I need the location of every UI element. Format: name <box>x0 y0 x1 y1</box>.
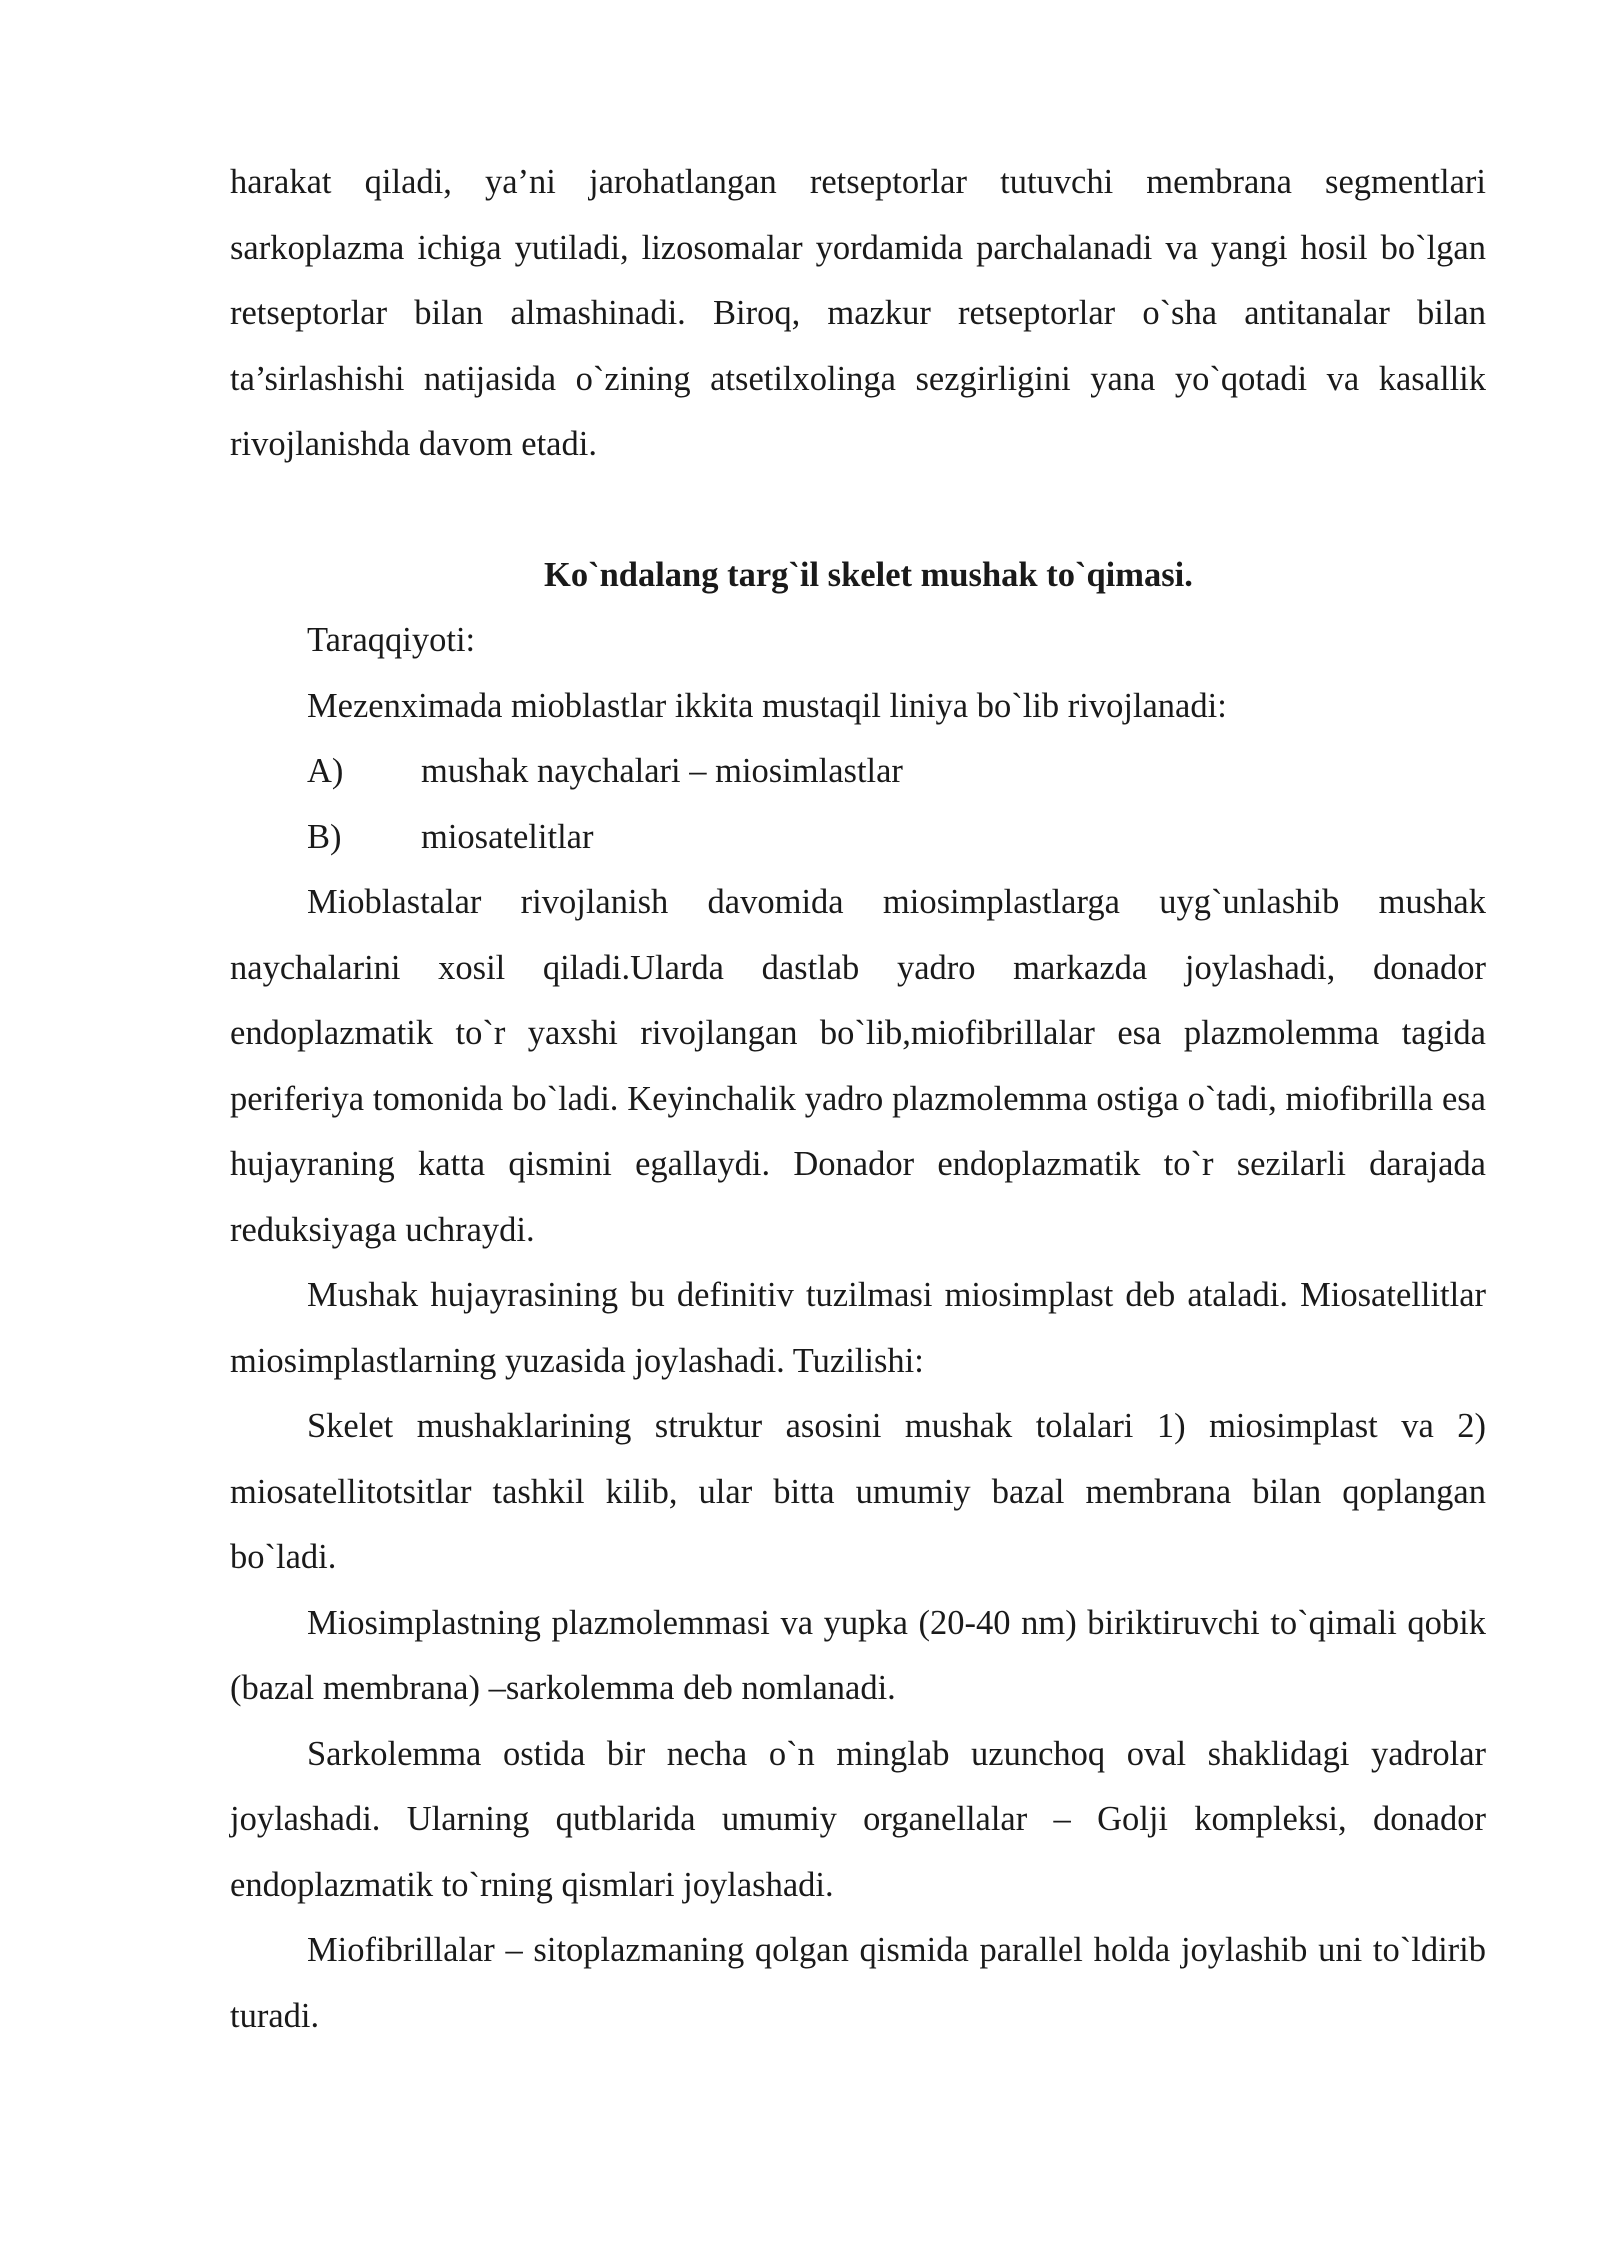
paragraph-mioblastalar: Mioblastalar rivojlanish davomida miosimplastlarga uyg`unlashib mushak naychalarini xosil qiladi.Ularda dastlab yadro markazda joylashadi, donador endoplazmatik to`r yaxshi rivojlangan bo`lib,miofibrillalar esa plazmolemma tagida periferiya tomonida bo`ladi. Keyinchalik yadro plazmolemma ostiga o`tadi, miofibrilla esa hujayraning katta qismini egallaydi. Donador endoplazmatik to`r sezilarli darajada reduksiyaga uchraydi. <box>230 883 1486 1249</box>
list-item-text: mushak naychalari – miosimlastlar <box>421 752 903 790</box>
paragraph-miofibrillalar: Miofibrillalar – sitoplazmaning qolgan qismida parallel holda joylashib uni to`ldirib turadi. <box>230 1931 1486 2035</box>
paragraph-mushak: Mushak hujayrasining bu definitiv tuzilmasi miosimplast deb ataladi. Miosatellitlar miosimplastlarning yuzasida joylashadi. Tuzilishi: <box>230 1276 1486 1380</box>
list-marker: B) <box>307 817 342 856</box>
paragraph-intro: harakat qiladi, ya’ni jarohatlangan retseptorlar tutuvchi membrana segmentlari sarkoplazma ichiga yutiladi, lizosomalar yordamida parchalanadi va yangi hosil bo`lgan retseptorlar bilan almashinadi. Biroq, mazkur retseptorlar o`sha antitanalar bilan ta’sirlashishi natijasida o`zining atsetilxolinga sezgirligini yana yo`qotadi va kasallik rivojlanishda davom etadi. <box>230 163 1486 463</box>
document-page <box>230 150 1486 2049</box>
paragraph-sarkolemma: Sarkolemma ostida bir necha o`n minglab uzunchoq oval shaklidagi yadrolar joylashadi. Ularning qutblarida umumiy organellalar – Golji kompleksi, donador endoplazmatik to`rning qismlari joylashadi. <box>230 1734 1486 1904</box>
list-item <box>230 739 1486 805</box>
paragraph-mezenxima: Mezenximada mioblastlar ikkita mustaqil liniya bo`lib rivojlanadi: <box>307 686 1227 725</box>
spacer <box>230 478 1486 543</box>
list-marker: A) <box>307 752 344 790</box>
section-heading: Ko`ndalang targ`il skelet mushak to`qimasi. <box>544 555 1193 594</box>
paragraph-miosimplastning: Miosimplastning plazmolemmasi va yupka (20-40 nm) biriktiruvchi to`qimali qobik (bazal membrana) –sarkolemma deb nomlanadi. <box>230 1603 1486 1707</box>
paragraph-taraqqiyoti: Taraqqiyoti: <box>307 621 476 659</box>
list-item-text: miosatelitlar <box>421 817 594 856</box>
list-item <box>230 805 1486 871</box>
paragraph-skelet: Skelet mushaklarining struktur asosini mushak tolalari 1) miosimplast va 2) miosatellitotsitlar tashkil kilib, ular bitta umumiy bazal membrana bilan qoplangan bo`ladi. <box>230 1407 1486 1576</box>
